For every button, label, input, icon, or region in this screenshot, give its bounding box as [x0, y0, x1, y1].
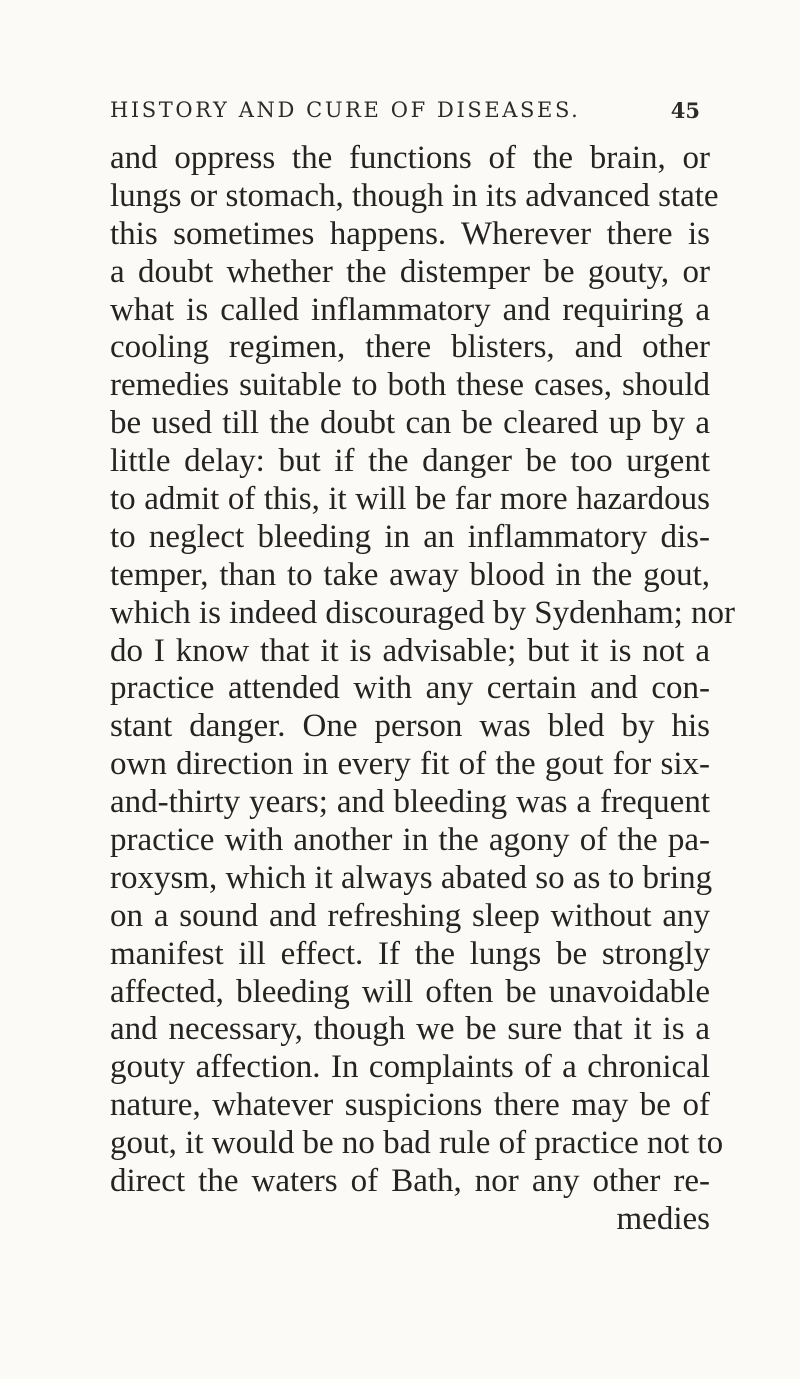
text-line: direct the waters of Bath, nor any other re-: [110, 1163, 710, 1200]
running-head: [110, 98, 700, 138]
text-line: temper, than to take away blood in the gout,: [110, 556, 710, 593]
text-line: and-thirty years; and bleeding was a frequent: [110, 784, 710, 821]
text-line: lungs or stomach, though in its advanced state: [110, 177, 719, 214]
text-line: cooling regimen, there blisters, and other: [110, 329, 710, 366]
text-line: and necessary, though we be sure that it is a: [110, 1011, 710, 1048]
text-line: own direction in every fit of the gout for six-: [110, 746, 710, 783]
text-line: roxysm, which it always abated so as to bring: [110, 859, 713, 896]
text-line: be used till the doubt can be cleared up by a: [110, 405, 710, 442]
body-text: [110, 140, 736, 1239]
text-line: gouty affection. In complaints of a chronical: [110, 1049, 710, 1086]
text-line: nature, whatever suspicions there may be of: [110, 1087, 710, 1124]
text-line: stant danger. One person was bled by his: [110, 708, 710, 745]
text-line: a doubt whether the distemper be gouty, or: [110, 253, 710, 290]
text-line: practice with another in the agony of the pa-: [110, 822, 710, 859]
running-head-title: HISTORY AND CURE OF DISEASES.: [110, 98, 581, 122]
text-line: to neglect bleeding in an inflammatory dis-: [110, 518, 710, 555]
text-line: gout, it would be no bad rule of practice not to: [110, 1125, 724, 1162]
text-line: manifest ill effect. If the lungs be strongly: [110, 935, 710, 972]
text-line: this sometimes happens. Wherever there is: [110, 215, 710, 252]
text-line: what is called inflammatory and requiring a: [110, 291, 710, 328]
page-number: 45: [670, 98, 700, 123]
text-line: little delay: but if the danger be too urgent: [110, 443, 710, 480]
text-line-catchword: medies: [616, 1200, 710, 1237]
text-line: do I know that it is advisable; but it is not a: [110, 632, 710, 669]
text-line: on a sound and refreshing sleep without any: [110, 897, 710, 934]
text-line: affected, bleeding will often be unavoidable: [110, 973, 710, 1010]
text-line: remedies suitable to both these cases, should: [110, 367, 710, 404]
text-line: practice attended with any certain and con-: [110, 670, 710, 707]
text-line: and oppress the functions of the brain, or: [110, 140, 710, 176]
text-line: to admit of this, it will be far more hazardous: [110, 481, 710, 518]
text-line: which is indeed discouraged by Sydenham; nor: [110, 594, 736, 631]
